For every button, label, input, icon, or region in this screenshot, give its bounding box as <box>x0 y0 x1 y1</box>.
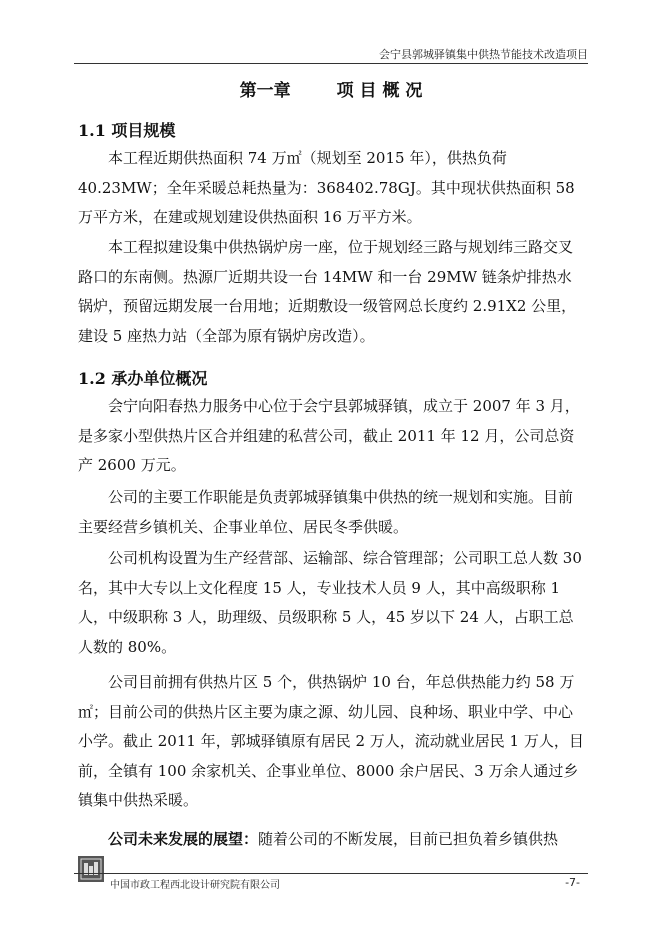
section-heading-1-1: 1.1 项目规模 <box>78 121 176 140</box>
page-header-title: 会宁县郭城驿镇集中供热节能技术改造项目 <box>379 48 588 61</box>
closing-lead: 公司未来发展的展望： <box>108 830 259 848</box>
chapter-name: 项 目 概 况 <box>336 81 423 101</box>
paragraph-closing <box>78 825 584 855</box>
closing-text: 随着公司的不断发展，目前已担负着乡镇供热 <box>258 830 559 848</box>
paragraph: 本工程近期供热面积 74 万㎡（规划至 2015 年），供热负荷 40.23MW；全年采暖总耗热量为：368402.78GJ。其中现状供热面积 58 万平方米，在建或规划建设供热面积 16 万平方米。 <box>78 149 575 226</box>
footer-organization: 中国市政工程西北设计研究院有限公司 <box>110 880 280 891</box>
chapter-number: 第一章 <box>239 81 291 101</box>
paragraph: 会宁向阳春热力服务中心位于会宁县郭城驿镇，成立于 2007 年 3 月，是多家小型供热片区合并组建的私营公司，截止 2011 年 12 月，公司总资产 2600 万元。 <box>78 397 580 474</box>
paragraph: 公司目前拥有供热片区 5 个，供热锅炉 10 台，年总供热能力约 58 万㎡；目前公司的供热片区主要为康之源、幼儿园、良种场、职业中学、中心小学。截止 2011 年，郭城驿镇原有居民 2 万人，流动就业居民 1 万人，目前，全镇有 100 余家机关、企事业单位、8000 余户居民、3 万余人通过乡镇集中供热采暖。 <box>78 673 584 809</box>
paragraph: 公司的主要工作职能是负责郭城驿镇集中供热的统一规划和实施。目前主要经营乡镇机关、企事业单位、居民冬季供暖。 <box>78 488 574 536</box>
institute-logo-icon <box>78 856 104 882</box>
paragraph: 公司机构设置为生产经营部、运输部、综合管理部；公司职工总人数 30 名，其中大专以上文化程度 15 人，专业技术人员 9 人，其中高级职称 1 人，中级职称 3 人，助理级、员级职称 5 人，45 岁以下 24 人，占职工总人数的 80%。 <box>78 549 582 656</box>
footer-divider <box>74 873 588 874</box>
section-heading-1-2: 1.2 承办单位概况 <box>78 369 208 388</box>
page-number: -7- <box>565 876 580 889</box>
chapter-title <box>0 76 662 101</box>
paragraph: 本工程拟建设集中供热锅炉房一座，位于规划经三路与规划纬三路交叉路口的东南侧。热源厂近期共设一台 14MW 和一台 29MW 链条炉排热水锅炉，预留远期发展一台用地；近期敷设一级管网总长度约 2.91X2 公里，建设 5 座热力站（全部为原有锅炉房改造）。 <box>78 238 577 345</box>
header-divider <box>74 63 588 64</box>
